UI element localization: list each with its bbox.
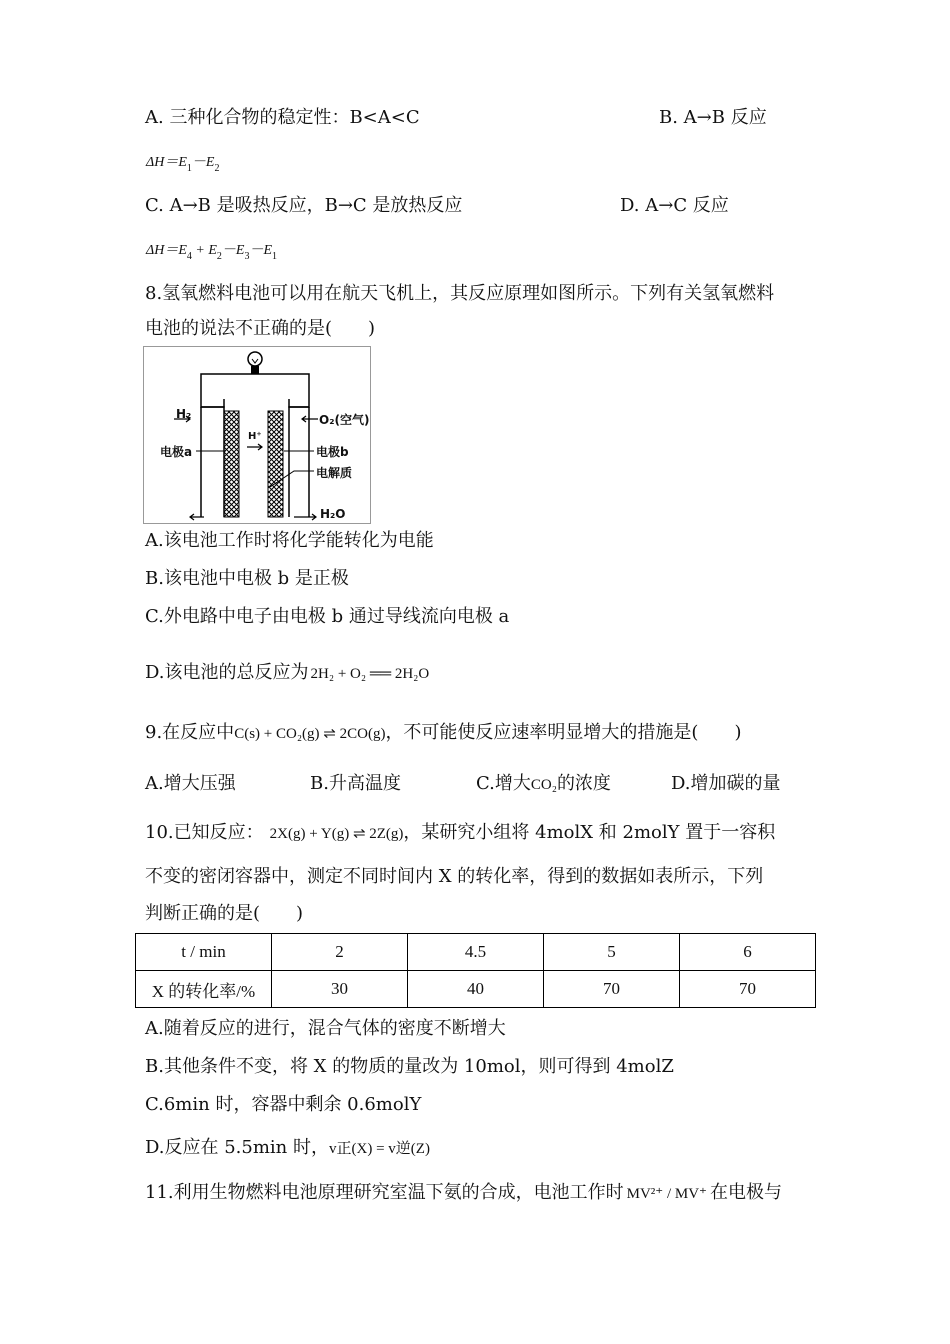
q8-option-a: A.该电池工作时将化学能转化为电能: [145, 530, 434, 551]
conversion-table: [135, 933, 816, 1008]
q8-option-b: B.该电池中电极 b 是正极: [145, 568, 349, 589]
table-cell: 4.5: [408, 934, 544, 971]
q10-stem-post: ，某研究小组将 4molX 和 2molY 置于一容积: [403, 822, 776, 843]
h2-label: H₂: [176, 407, 192, 421]
q10-stem-pre: 10.已知反应：: [145, 822, 264, 843]
table-cell: 6: [680, 934, 816, 971]
q10-stem-line3: 判断正确的是( ): [145, 903, 304, 924]
table-row: [136, 971, 816, 1008]
o2-label: O₂(空气): [319, 413, 370, 427]
q7-option-b: B. A→B 反应: [659, 107, 767, 128]
q9-option-b: B.升高温度: [310, 773, 401, 794]
table-cell: 70: [680, 971, 816, 1008]
q9-stem-formula: C(s) + CO₂(g) ⇌ 2CO(g): [234, 726, 386, 742]
table-cell: 30: [272, 971, 408, 1008]
table-cell: X 的转化率/%: [136, 971, 272, 1008]
table-cell: 70: [544, 971, 680, 1008]
q7-option-d: D. A→C 反应: [620, 195, 729, 216]
electrolyte-label: 电解质: [316, 466, 353, 480]
q11-stem-pre: 11.利用生物燃料电池原理研究室温下氨的合成，电池工作时: [145, 1182, 624, 1203]
electrode-a: [224, 411, 239, 517]
q8-option-c: C.外电路中电子由电极 b 通过导线流向电极 a: [145, 606, 510, 627]
electrode-b-label: 电极b: [316, 445, 349, 459]
q10-stem-line2: 不变的密闭容器中，测定不同时间内 X 的转化率，得到的数据如表所示，下列: [145, 866, 764, 887]
electrode-a-label: 电极a: [160, 445, 193, 459]
q10-option-b: B.其他条件不变，将 X 的物质的量改为 10mol，则可得到 4molZ: [145, 1056, 674, 1077]
lightbulb-icon: [248, 352, 262, 374]
table-cell: 2: [272, 934, 408, 971]
table-cell: 40: [408, 971, 544, 1008]
q7-option-b-formula: $\Delta H=E_1-E_2$: [146, 155, 220, 174]
electrode-b: [268, 411, 283, 517]
q10-option-c: C.6min 时，容器中剩余 0.6molY: [145, 1094, 422, 1115]
q9-option-a: A.增大压强: [145, 773, 236, 794]
q8-stem-line1: 8.氢氧燃料电池可以用在航天飞机上，其反应原理如图所示。下列有关氢氧燃料: [145, 283, 775, 304]
h-plus-label: H⁺: [248, 431, 262, 442]
q10-stem-line1: [145, 822, 775, 845]
q11-stem-formula: MV²⁺ / MV⁺: [626, 1186, 707, 1202]
q9-stem-pre: 9.在反应中: [145, 722, 235, 743]
table-row: [136, 934, 816, 971]
q10-option-d-formula: v正(X) = v逆(Z): [329, 1141, 430, 1157]
q10-option-d: [145, 1137, 430, 1160]
q10-option-a: A.随着反应的进行，混合气体的密度不断增大: [145, 1018, 506, 1039]
q9-stem: [145, 722, 741, 745]
q11-stem-post: 在电极与: [709, 1182, 782, 1203]
q9-option-c-post: 的浓度: [556, 773, 611, 794]
q7-option-c: C. A→B 是吸热反应，B→C 是放热反应: [145, 195, 463, 216]
table-cell: 5: [544, 934, 680, 971]
external-circuit-wire: [201, 374, 309, 407]
q9-option-c-pre: C.增大: [476, 773, 531, 794]
table-cell: t / min: [136, 934, 272, 971]
q9-option-d: D.增加碳的量: [671, 773, 781, 794]
q9-option-c: [476, 773, 611, 796]
q8-option-d-text: D.该电池的总反应为: [145, 662, 309, 683]
q11-stem: [145, 1182, 782, 1205]
q8-stem-line2: 电池的说法不正确的是( ): [145, 318, 376, 339]
q8-option-d: [145, 662, 429, 685]
fuel-cell-diagram: [143, 346, 371, 524]
h2o-label: H₂O: [320, 507, 346, 521]
q9-option-c-formula: CO₂: [530, 777, 557, 793]
q8-option-d-formula: 2H₂ + O₂ ══ 2H₂O: [310, 666, 430, 682]
q10-option-d-text: D.反应在 5.5min 时，: [145, 1137, 329, 1158]
q7-option-d-formula: $\Delta H=E_4 + E_2-E_3-E_1$: [146, 243, 278, 262]
q10-stem-formula: 2X(g) + Y(g) ⇌ 2Z(g): [269, 826, 404, 842]
q7-option-a: A. 三种化合物的稳定性：B<A<C: [145, 107, 420, 128]
q9-stem-post: ，不可能使反应速率明显增大的措施是( ): [385, 722, 742, 743]
